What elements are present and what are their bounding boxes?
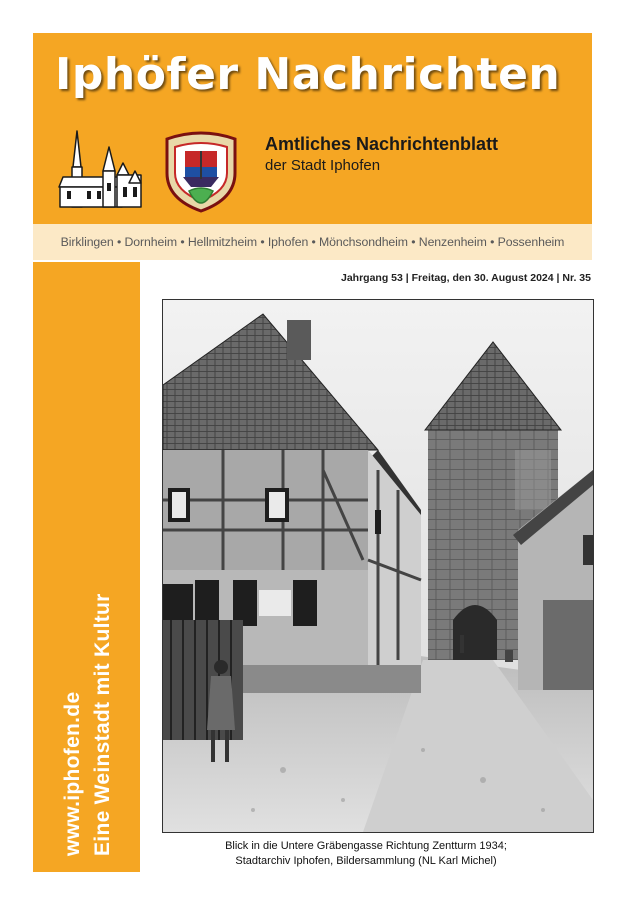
caption-line-2: Stadtarchiv Iphofen, Bildersammlung (NL Karl Michel) — [235, 855, 497, 867]
street-scene-image — [163, 300, 593, 832]
villages-band: Birklingen • Dornheim • Hellmitzheim • Iphofen • Mönchsondheim • Nenzenheim • Possenheim — [33, 224, 592, 260]
masthead — [33, 33, 592, 224]
coat-of-arms-icon — [163, 129, 239, 213]
website-text: www.iphofen.de — [61, 691, 84, 856]
masthead-title: Iphöfer Nachrichten — [55, 49, 561, 100]
issue-info: Jahrgang 53 | Freitag, den 30. August 2024 | Nr. 35 — [341, 272, 591, 284]
slogan-text: Eine Weinstadt mit Kultur — [91, 593, 114, 856]
subtitle-official-gazette: Amtliches Nachrichtenblatt — [265, 134, 499, 154]
church-icon — [57, 127, 147, 211]
caption-line-1: Blick in die Untere Gräbengasse Richtung Zentturm 1934; — [225, 840, 507, 852]
historic-photo — [162, 299, 594, 833]
subtitle-town: der Stadt Iphofen — [265, 157, 381, 174]
photo-caption — [140, 839, 592, 869]
sidebar-band — [33, 262, 140, 872]
